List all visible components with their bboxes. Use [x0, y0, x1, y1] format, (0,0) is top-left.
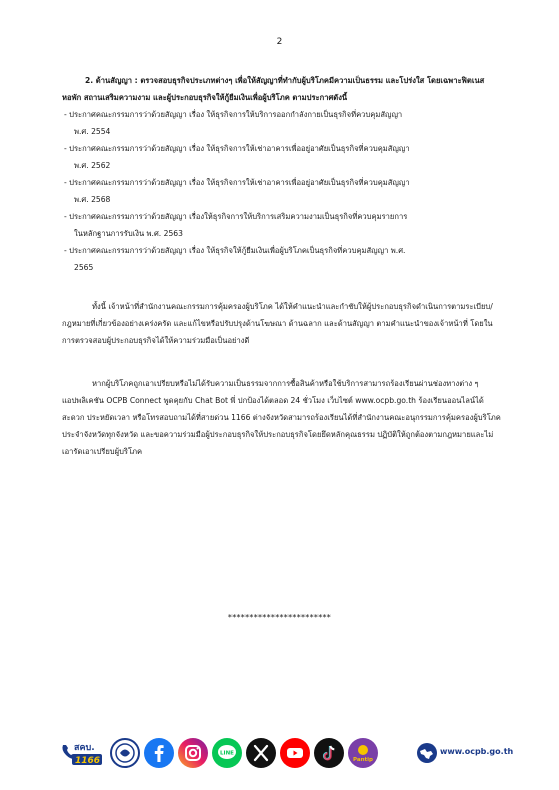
footer-social-bar [60, 735, 514, 771]
list-item: - ประกาศคณะกรรมการว่าด้วยสัญญา เรื่องให้ธุรกิจการให้บริการเสริมความงามเป็นธุรกิจที่ควบคุมรายการ ในหลักฐานการรับเงิน พ.ศ. 2563 [64, 212, 408, 238]
document-body [62, 72, 502, 460]
ocpb-seal-icon[interactable] [110, 738, 140, 768]
youtube-icon[interactable] [280, 738, 310, 768]
globe-icon [416, 742, 438, 764]
section-heading: 2. ด้านสัญญา : ตรวจสอบธุรกิจประเภทต่างๆ เพื่อให้สัญญาที่ทำกับผู้บริโภคมีความเป็นธรรม และโปร่งใส โดยเฉพาะฟิตเนส หอพัก สถานเสริมความงาม และผู้ประกอบธุรกิจให้กู้ยืมเงินเพื่อผู้บริโภค ตามประกาศดังนี้ [62, 76, 485, 102]
paragraph-complaint-channels: หากผู้บริโภคถูกเอาเปรียบหรือไม่ได้รับความเป็นธรรมจากการซื้อสินค้าหรือใช้บริการสามารถร้องเรียนผ่านช่องทางต่าง ๆ แอปพลิเคชัน OCPB Connect พูดคุยกับ Chat Bot พี่ ปกป้องได้ตลอด 24 ชั่วโมง เว็บไซต์ www.ocpb.go.th ร้องเรียนออนไลน์ได้สะดวก ประหยัดเวลา หรือโทรสอบถามได้ที่สายด่วน 1166 ต่างจังหวัดสามารถร้องเรียนได้ที่สำนักงานคณะอนุกรรมการคุ้มครองผู้บริโภคประจำจังหวัดทุกจังหวัด และขอความร่วมมือผู้ประกอบธุรกิจให้ประกอบธุรกิจโดยยึดหลักคุณธรรม ปฏิบัติให้ถูกต้องตามกฎหมายและไม่เอารัดเอาเปรียบผู้บริโภค [62, 379, 501, 456]
list-item: - ประกาศคณะกรรมการว่าด้วยสัญญา เรื่อง ให้ธุรกิจให้กู้ยืมเงินเพื่อผู้บริโภคเป็นธุรกิจที่ควบคุมสัญญา พ.ศ. 2565 [64, 246, 406, 272]
page-number: 2 [276, 37, 283, 47]
pantip-label: Pantip [353, 757, 373, 763]
instagram-icon[interactable] [178, 738, 208, 768]
svg-text:LINE: LINE [220, 750, 234, 757]
tiktok-icon[interactable] [314, 738, 344, 768]
facebook-icon[interactable] [144, 738, 174, 768]
separator-stars: ************************ [227, 613, 332, 622]
logo-text: สคบ. [74, 743, 95, 753]
x-icon[interactable] [246, 738, 276, 768]
list-item: - ประกาศคณะกรรมการว่าด้วยสัญญา เรื่อง ให้ธุรกิจการให้บริการออกกำลังกายเป็นธุรกิจที่ควบคุมสัญญา พ.ศ. 2554 [64, 110, 403, 136]
line-icon[interactable] [212, 738, 242, 768]
announcement-list [62, 106, 502, 276]
pantip-icon[interactable] [348, 738, 378, 768]
hotline-number: 1166 [75, 756, 101, 766]
website-link[interactable] [416, 742, 514, 764]
website-url: www.ocpb.go.th [440, 747, 514, 756]
ocpb-hotline-logo [60, 739, 106, 769]
list-item: - ประกาศคณะกรรมการว่าด้วยสัญญา เรื่อง ให้ธุรกิจการให้เช่าอาคารเพื่ออยู่อาศัยเป็นธุรกิจที่ควบคุมสัญญา พ.ศ. 2562 [64, 144, 410, 170]
paragraph-recommendation: ทั้งนี้ เจ้าหน้าที่สำนักงานคณะกรรมการคุ้มครองผู้บริโภค ได้ให้คำแนะนำและกำชับให้ผู้ประกอบธุรกิจดำเนินการตามระเบียบ/กฎหมายที่เกี่ยวข้องอย่างเคร่งครัด และแก้ไขหรือปรับปรุงด้านโฆษณา ด้านฉลาก และด้านสัญญา ตามคำแนะนำของเจ้าหน้าที่ โดยในการตรวจสอบผู้ประกอบธุรกิจได้ให้ความร่วมมือเป็นอย่างดี [62, 302, 493, 345]
list-item: - ประกาศคณะกรรมการว่าด้วยสัญญา เรื่อง ให้ธุรกิจการให้เช่าอาคารเพื่ออยู่อาศัยเป็นธุรกิจที่ควบคุมสัญญา พ.ศ. 2568 [64, 178, 410, 204]
